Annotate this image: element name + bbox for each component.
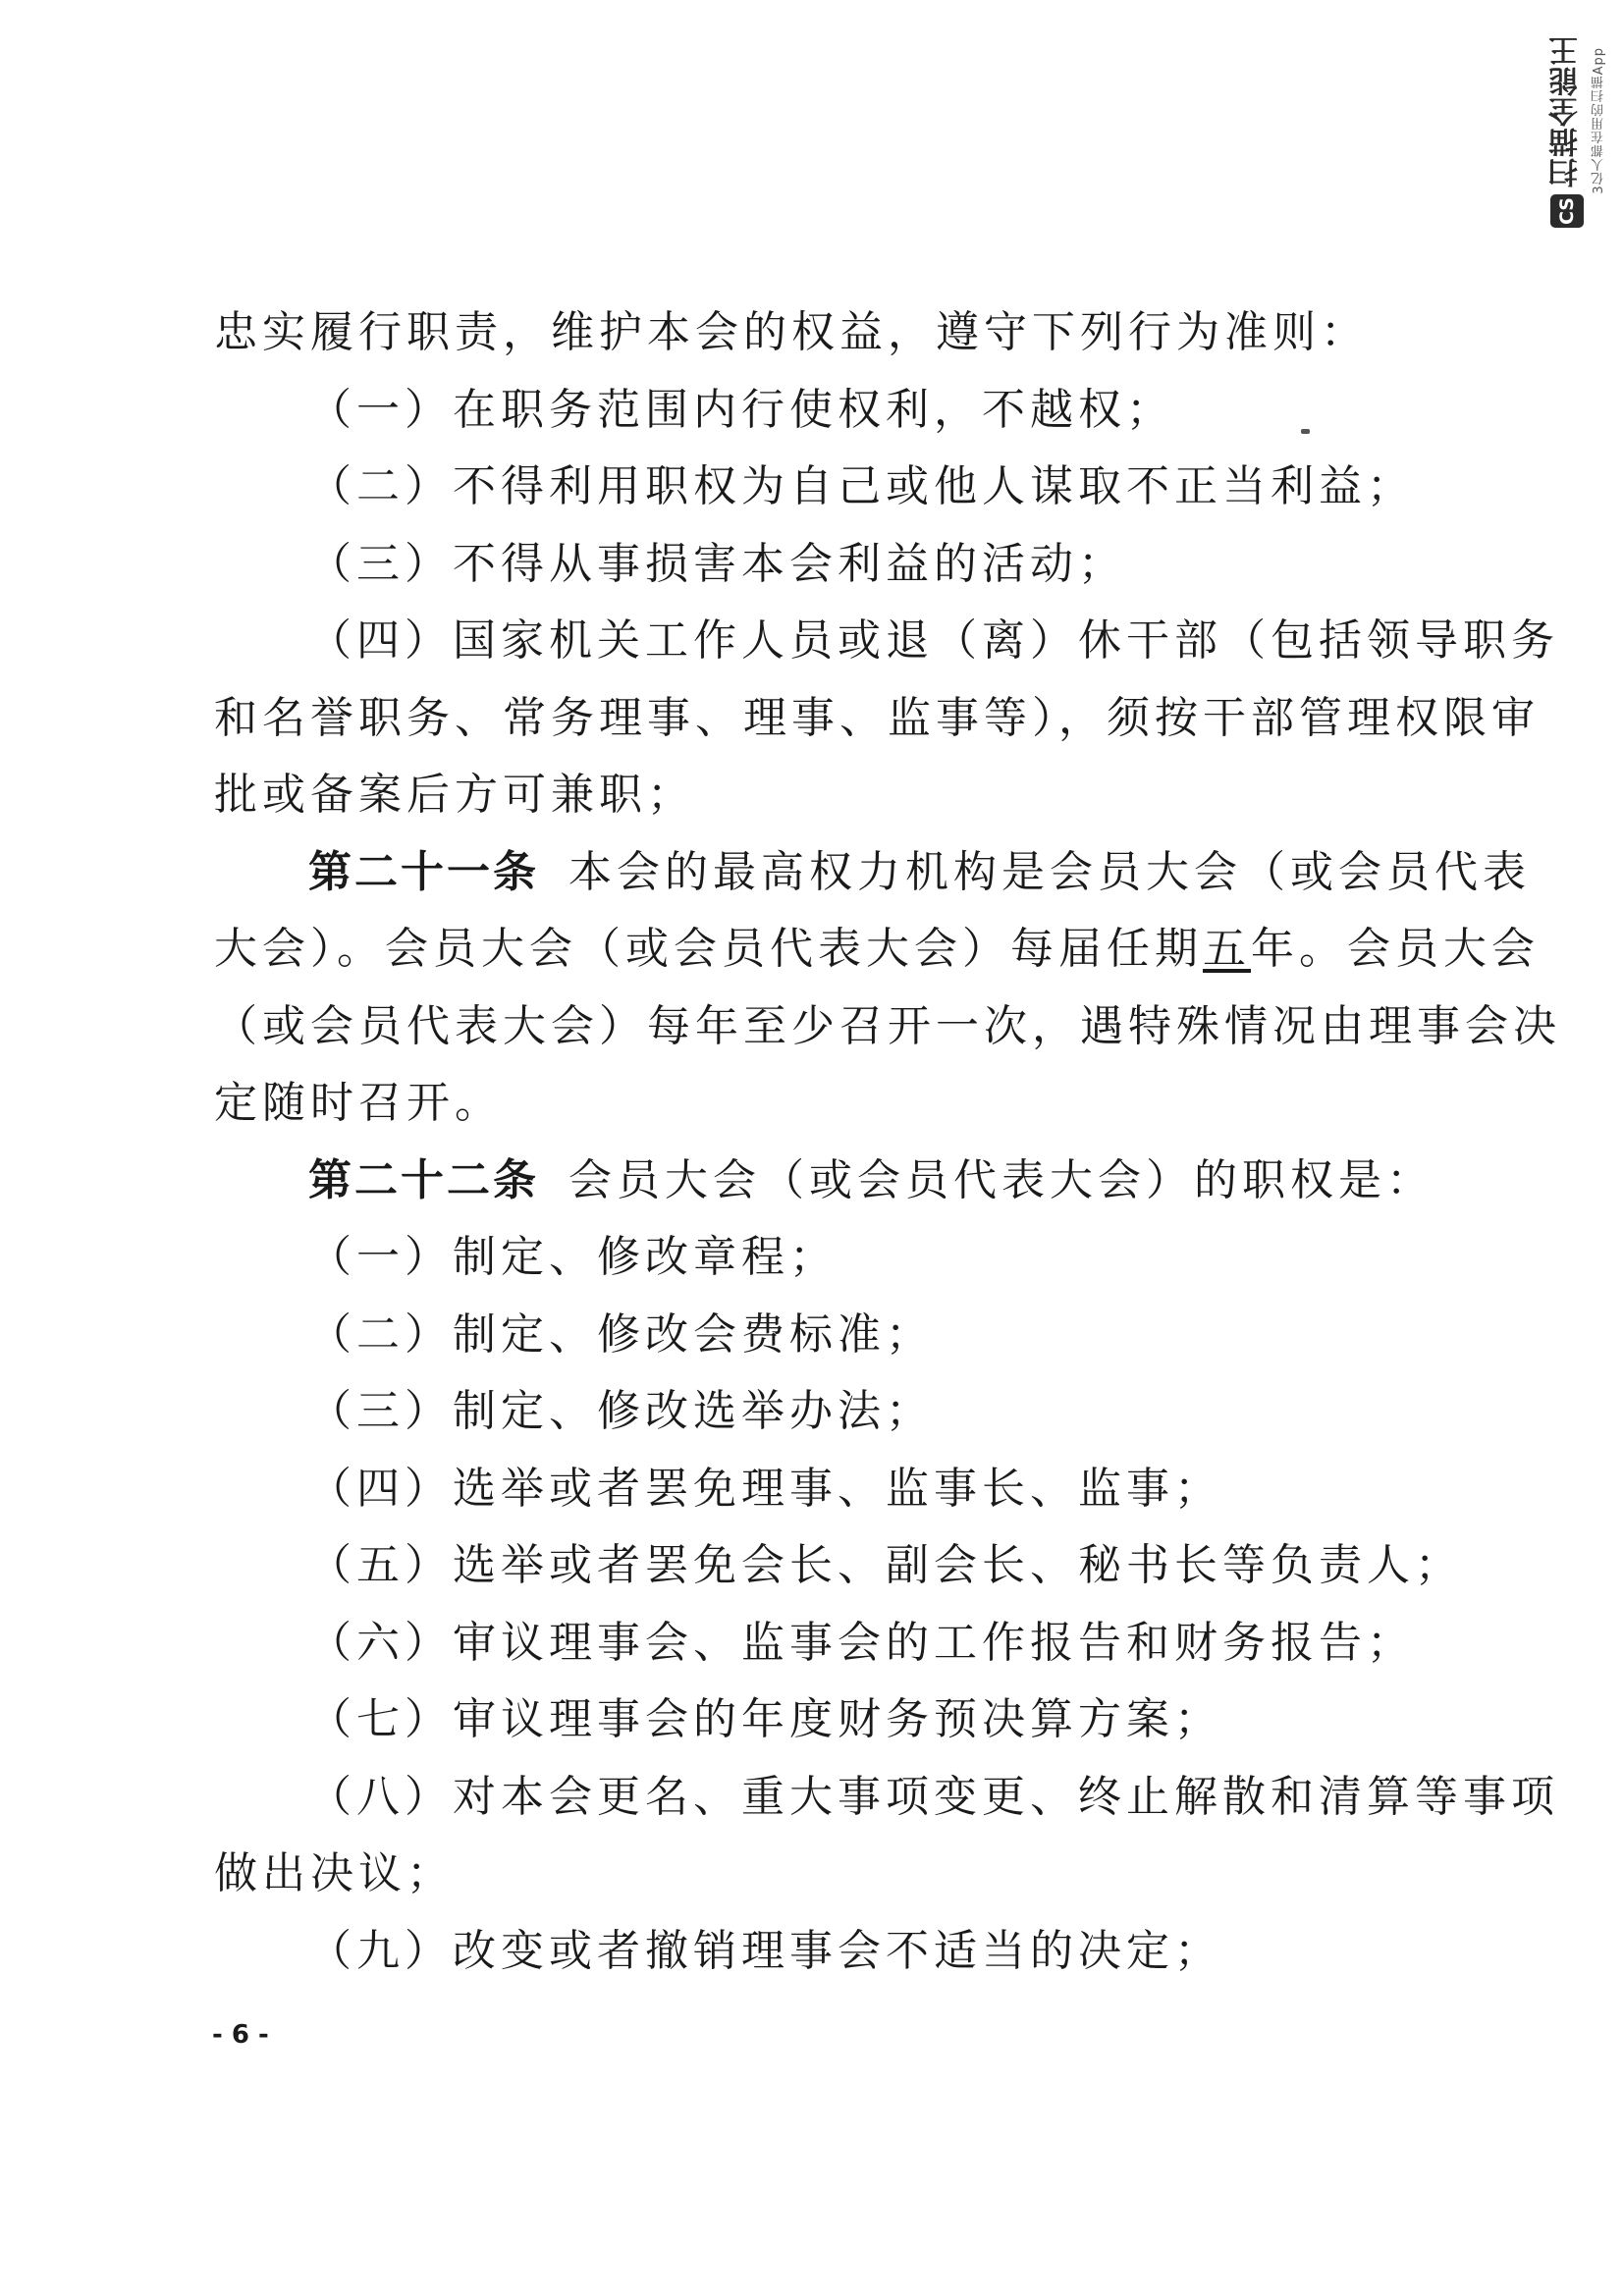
article-22-heading [214,1143,1434,1220]
clause-line: （四）国家机关工作人员或退（离）休干部（包括领导职务 [308,615,1559,666]
term-text-c: 年。会员大会 [1251,924,1540,974]
clause-line: （三）不得从事损害本会利益的活动； [308,538,1126,589]
scanner-logo-icon: CS [1550,194,1584,228]
clause-line: （三）制定、修改选举办法； [308,1386,934,1436]
clause-line: （七）审议理事会的年度财务预决算方案； [308,1694,1222,1744]
paragraph-line: 做出决议； [214,1848,455,1898]
document-body [214,294,1561,1990]
article-21-heading [214,834,1531,912]
paragraph-line: 批或备案后方可兼职； [214,770,695,820]
paragraph-line: 忠实履行职责，维护本会的权益，遵守下列行为准则： [214,307,1369,357]
clause-line: （六）审议理事会、监事会的工作报告和财务报告； [308,1617,1415,1668]
article-21-text: 本会的最高权力机构是会员大会（或会员代表 [568,846,1531,897]
term-text-a: 大会）。会员大会（或会员代表大会）每届任期 [214,924,1203,974]
clause-line: （二）不得利用职权为自己或他人谋取不正当利益； [308,461,1415,511]
term-years-underlined: 五 [1203,924,1251,974]
clause-line: （四）选举或者罢免理事、监事长、监事； [308,1463,1222,1514]
article-22-label: 第二十二条 [308,1154,539,1205]
clause-line: （九）改变或者撤销理事会不适当的决定； [308,1925,1222,1976]
article-22-text: 会员大会（或会员代表大会）的职权是： [568,1154,1434,1205]
paragraph-line [214,911,1540,988]
clause-line: （八）对本会更名、重大事项变更、终止解散和清算等事项 [308,1771,1559,1822]
scanner-watermark [1535,27,1623,234]
paragraph-line: 定随时召开。 [214,1078,503,1128]
article-21-label: 第二十一条 [308,846,539,897]
watermark-subtitle: 3亿人都在用的扫描App [1592,47,1606,194]
clause-line: （一）在职务范围内行使权利，不越权； [308,384,1174,435]
paragraph-line: 和名誉职务、常务理事、理事、监事等），须按干部管理权限审 [214,692,1540,743]
watermark-title: 扫描全能王 [1549,35,1584,187]
clause-line: （五）选举或者罢免会长、副会长、秘书长等负责人； [308,1540,1463,1590]
paragraph-line: （或会员代表大会）每年至少召开一次，遇特殊情况由理事会决 [214,1000,1561,1051]
clause-line: （一）制定、修改章程； [308,1232,838,1282]
page-number: - 6 - [212,2020,269,2050]
clause-line: （二）制定、修改会费标准； [308,1308,934,1360]
